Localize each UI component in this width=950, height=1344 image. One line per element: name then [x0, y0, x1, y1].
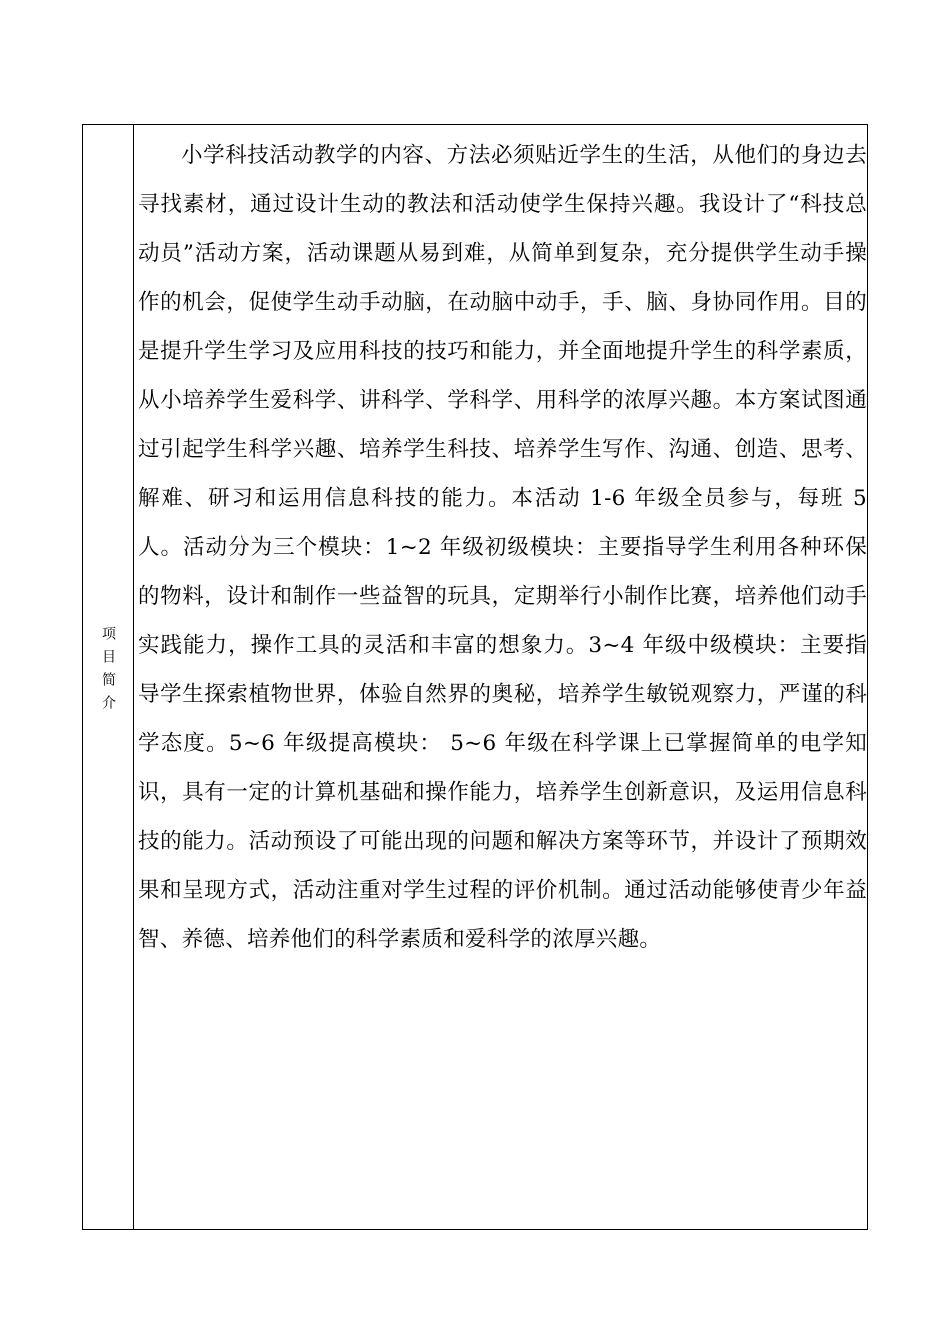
project-intro-label: 项目简介	[100, 626, 116, 718]
project-intro-table	[82, 124, 868, 1230]
label-cell	[83, 125, 134, 1229]
project-intro-text: 小学科技活动教学的内容、方法必须贴近学生的生活，从他们的身边去寻找素材，通过设计生动的教法和活动使学生保持兴趣。我设计了“科技总动员”活动方案，活动课题从易到难，从简单到复杂，充分提供学生动手操作的机会，促使学生动手动脑，在动脑中动手，手、脑、身协同作用。目的是提升学生学习及应用科技的技巧和能力，并全面地提升学生的科学素质，从小培养学生爱科学、讲科学、学科学、用科学的浓厚兴趣。本方案试图通过引起学生科学兴趣、培养学生科技、培养学生写作、沟通、创造、思考、解难、研习和运用信息科技的能力。本活动 1-6 年级全员参与，每班 5 人。活动分为三个模块：1~2 年级初级模块：主要指导学生利用各种环保的物料，设计和制作一些益智的玩具，定期举行小制作比赛，培养他们动手实践能力，操作工具的灵活和丰富的想象力。3~4 年级中级模块：主要指导学生探索植物世界，体验自然界的奥秘，培养学生敏锐观察力，严谨的科学态度。5~6 年级提高模块： 5~6 年级在科学课上已掌握简单的电学知识，具有一定的计算机基础和操作能力，培养学生创新意识，及运用信息科技的能力。活动预设了可能出现的问题和解决方案等环节，并设计了预期效果和呈现方式，活动注重对学生过程的评价机制。通过活动能够使青少年益智、养德、培养他们的科学素质和爱科学的浓厚兴趣。	[138, 143, 867, 952]
content-cell	[134, 125, 867, 1229]
